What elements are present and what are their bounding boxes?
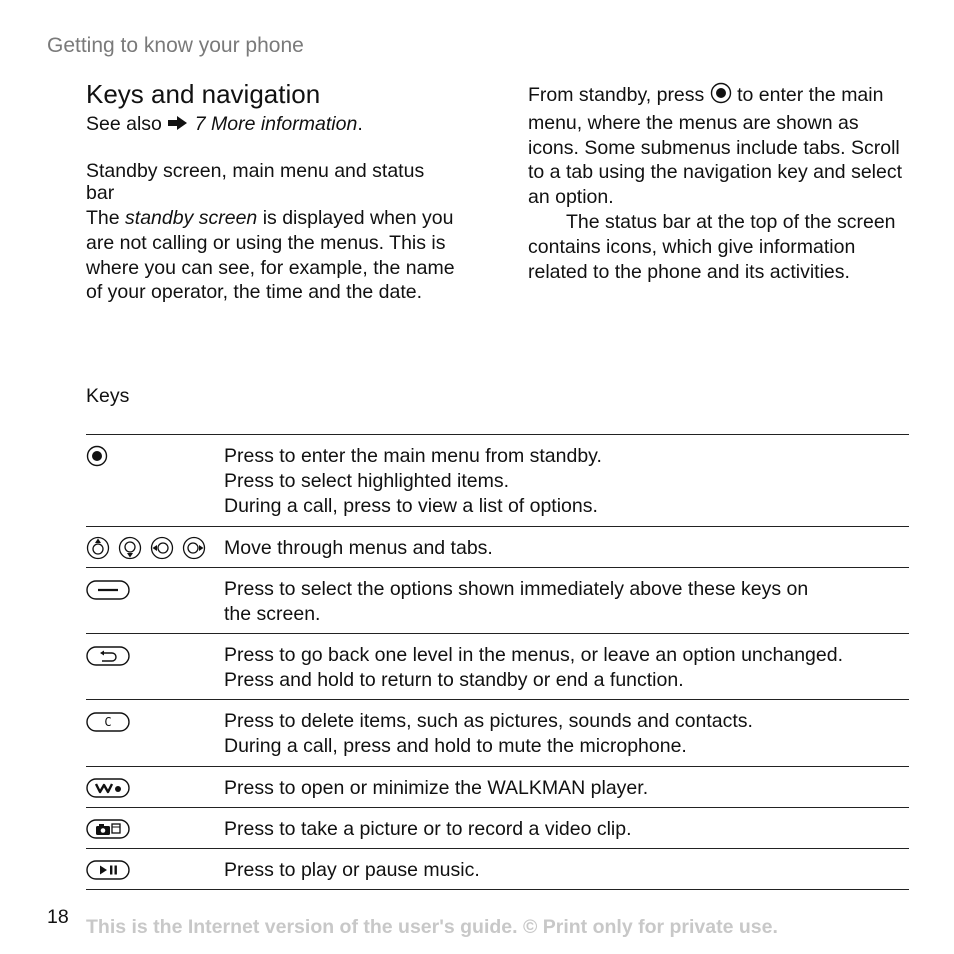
key-icons <box>86 445 108 472</box>
key-description-line: Press to play or pause music. <box>224 859 480 881</box>
key-icons <box>86 860 130 885</box>
key-icons <box>86 712 130 732</box>
key-description-line: During a call, press and hold to mute the microphone. <box>224 734 687 757</box>
main-menu-text-rest: to enter the main menu, where the menus are shown as icons. Some submenus include tabs. Scroll to a tab using the navigation key and select an option. <box>528 84 903 209</box>
key-description <box>224 849 909 883</box>
key-row-camera <box>86 807 909 848</box>
standby-text-rest: is displayed when you are not calling or using the menus. This is where you can see, for example, the name of your operator, the time and the date. <box>86 207 455 304</box>
key-icons <box>86 778 130 803</box>
see-also-reference[interactable]: 7 More information <box>194 113 358 135</box>
key-description-line: Press to select the options shown immediately above these keys on <box>224 578 809 600</box>
see-also-suffix: . <box>357 113 363 135</box>
key-row-back <box>86 633 909 699</box>
center-select-key-icon <box>86 445 108 472</box>
center-select-key-icon <box>710 82 732 111</box>
standby-description <box>86 206 476 305</box>
clear-key-icon <box>86 712 130 732</box>
selection-key-icon <box>86 580 130 605</box>
camera-key-icon <box>86 819 130 844</box>
nav-right-icon <box>182 536 206 565</box>
page-title: Keys and navigation <box>86 79 321 109</box>
clear-key-letter: C <box>104 715 112 729</box>
page-number: 18 <box>47 906 69 928</box>
key-description <box>224 634 909 693</box>
key-description <box>224 527 909 561</box>
key-description-line: Press to take a picture or to record a video clip. <box>224 818 632 840</box>
keys-table <box>86 434 909 890</box>
keys-title: Keys <box>86 385 130 407</box>
key-description-line: Press to delete items, such as pictures, sounds and contacts. <box>224 710 753 732</box>
key-description-line: Press to open or minimize the WALKMAN player. <box>224 777 649 799</box>
see-also-line <box>86 113 363 138</box>
key-description <box>224 700 909 759</box>
key-icons <box>86 819 130 844</box>
key-description <box>224 435 909 518</box>
key-row-clear <box>86 699 909 766</box>
standby-heading: Standby screen, main menu and status bar <box>86 160 425 204</box>
key-row-select <box>86 434 909 526</box>
nav-down-icon <box>118 536 142 565</box>
key-description-line: Move through menus and tabs. <box>224 537 493 559</box>
key-description-line: the screen. <box>224 602 321 625</box>
key-description-line: Press to go back one level in the menus, or leave an option unchanged. <box>224 644 843 666</box>
play-pause-key-icon <box>86 860 130 885</box>
standby-text-start: The <box>86 207 126 229</box>
main-menu-text-start: From standby, press <box>528 84 710 106</box>
footer-notice: This is the Internet version of the user's guide. © Print only for private use. <box>86 916 778 938</box>
key-icons <box>86 646 130 671</box>
key-description-line: Press to enter the main menu from standby. <box>224 445 602 467</box>
key-description-line: Press to select highlighted items. <box>224 469 510 492</box>
section-header: Getting to know your phone <box>47 34 304 57</box>
key-description <box>224 767 909 801</box>
see-also-prefix: See also <box>86 113 162 135</box>
key-description <box>224 568 909 627</box>
key-description <box>224 808 909 842</box>
main-menu-description <box>528 82 908 284</box>
key-icons <box>86 536 206 565</box>
back-key-icon <box>86 646 130 671</box>
key-row-selection <box>86 567 909 633</box>
key-row-navigation <box>86 526 909 567</box>
key-description-line: During a call, press to view a list of options. <box>224 494 598 517</box>
nav-up-icon <box>86 536 110 565</box>
key-icons <box>86 580 130 605</box>
arrow-right-icon <box>167 114 189 138</box>
key-description-line: Press and hold to return to standby or end a function. <box>224 668 684 691</box>
nav-left-icon <box>150 536 174 565</box>
key-row-walkman <box>86 766 909 807</box>
main-menu-paragraph <box>528 82 908 210</box>
walkman-key-icon <box>86 778 130 803</box>
key-row-play-pause <box>86 848 909 890</box>
status-bar-paragraph: The status bar at the top of the screen contains icons, which give information related to the phone and its activities. <box>528 210 896 283</box>
standby-term: standby screen <box>125 207 258 229</box>
